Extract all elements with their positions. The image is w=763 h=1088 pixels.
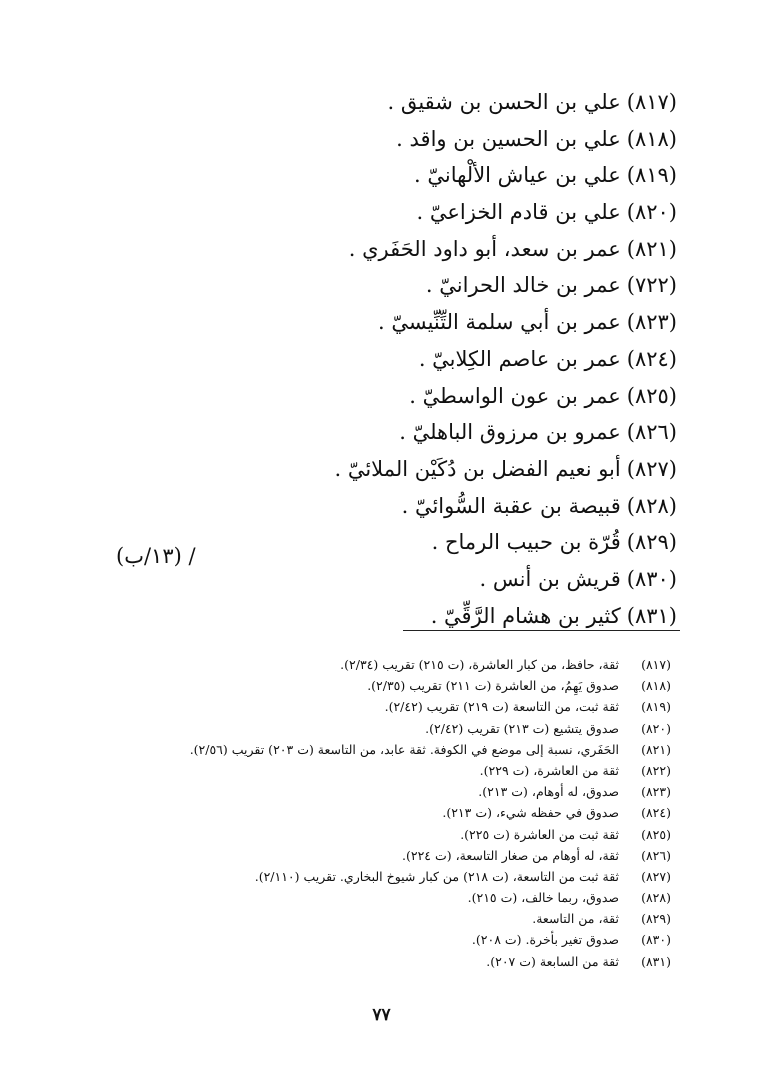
footnote-number: (٨٢٤) [641, 805, 671, 821]
entry-number: (٨٢١) [626, 236, 677, 261]
footnote-text: صدوق، ربما خالف، (ت ٢١٥). [467, 890, 619, 906]
narrator-entry [117, 524, 677, 561]
footnote-text: صدوق يتشيع (ت ٢١٣) تقريب (٢/٤٢). [425, 720, 619, 736]
footnote-number: (٨٢٨) [641, 890, 671, 906]
entry-name: عمر بن عاصم الكِلابيّ . [418, 346, 621, 371]
footnote-number: (٨١٧) [641, 657, 671, 672]
entry-name: عمر بن أبي سلمة التِّنِّيسيّ . [377, 310, 621, 335]
entry-name: عمر بن خالد الحرانيّ . [425, 273, 621, 298]
footnote-text: ثقة، حافظ، من كبار العاشرة، (ت ٢١٥) تقريب (٢/٣٤). [340, 657, 619, 672]
entry-name: قريش بن أنس . [479, 566, 621, 591]
entry-number: (٨٢٧) [626, 456, 677, 481]
narrator-entry [117, 488, 677, 525]
entry-name: علي بن الحسن بن شقيق . [387, 90, 621, 114]
footnote [21, 718, 671, 739]
footnote-number: (٨٢٠) [641, 720, 671, 736]
narrator-entry [117, 194, 677, 231]
entry-number: (٨٢٤) [626, 346, 677, 371]
footnote-text: ثقة ثبت، من التاسعة (ت ٢١٩) تقريب (٢/٤٢). [384, 699, 619, 715]
narrator-entry [117, 121, 677, 158]
footnote [21, 781, 671, 802]
footnote [21, 760, 671, 781]
narrator-entry [117, 267, 677, 304]
footnote-text: ثقة من السابعة (ت ٢٠٧). [486, 953, 619, 969]
entry-name: أبو نعيم الفضل بن دُكَيْن الملائيّ . [334, 456, 621, 481]
narrator-entry [117, 157, 677, 194]
footnote-number: (٨٣٠) [641, 932, 671, 948]
footnote [21, 802, 671, 823]
footnote-text: الحَفَري، نسبة إلى موضع في الكوفة. ثقة عابد، من التاسعة (ت ٢٠٣) تقريب (٢/٥٦). [189, 741, 619, 757]
footnote-number: (٨٢١) [641, 741, 671, 757]
entry-number: (٨٢٦) [626, 420, 677, 445]
entry-name: عمر بن سعد، أبو داود الحَفَري . [348, 236, 621, 261]
narrator-entry [117, 378, 677, 415]
entry-number: (٨٢٨) [626, 493, 677, 518]
narrator-entry [117, 231, 677, 268]
narrator-entry [117, 84, 677, 121]
entry-name: علي بن الحسين بن واقد . [396, 126, 621, 151]
footnote [21, 696, 671, 717]
entry-name: قبيصة بن عقبة السُّوائيّ . [401, 493, 621, 518]
footnote-number: (٨٢٥) [641, 826, 671, 842]
entry-name: علي بن قادم الخزاعيّ . [416, 200, 621, 225]
footnote-number: (٨٢٦) [641, 847, 671, 863]
narrator-list [117, 84, 677, 634]
footnote-text: ثقة ثبت من العاشرة (ت ٢٢٥). [460, 826, 619, 842]
entry-name: قُرّة بن حبيب الرماح . [431, 530, 621, 555]
footnote-text: صدوق، له أوهام، (ت ٢١٣). [478, 784, 619, 800]
footnote [21, 866, 671, 887]
footnote-text: ثقة، من التاسعة. [532, 911, 619, 927]
entry-number: (٨١٩) [626, 163, 677, 188]
entry-number: (٨٣١) [626, 603, 677, 628]
narrator-entry [117, 598, 677, 635]
footnote [21, 908, 671, 929]
entry-name: عمرو بن مرزوق الباهليّ . [399, 420, 621, 445]
manuscript-folio-marker: / (١٣/ب) [116, 544, 196, 568]
entry-number: (٨٢٩) [626, 530, 677, 555]
entry-number: (٨١٨) [626, 126, 677, 151]
footnotes-list [21, 654, 671, 972]
footnote-text: ثقة ثبت من التاسعة، (ت ٢١٨) من كبار شيوخ البخاري. تقريب (٢/١١٠). [254, 868, 619, 884]
footnote-number: (٨٢٩) [641, 911, 671, 927]
footnote [21, 951, 671, 972]
footnote-number: (٨٢٣) [641, 784, 671, 800]
footnote-number: (٨٢٧) [641, 868, 671, 884]
footnote [21, 739, 671, 760]
narrator-entry [117, 304, 677, 341]
footnote-text: ثقة، له أوهام من صغار التاسعة، (ت ٢٢٤). [402, 847, 619, 863]
narrator-entry [117, 561, 677, 598]
footnote-number: (٨١٩) [641, 699, 671, 715]
footnote-number: (٨٣١) [641, 953, 671, 969]
footnote [21, 654, 671, 675]
entry-name: كثير بن هشام الرَّقِّيّ . [430, 603, 621, 628]
footnote [21, 929, 671, 950]
footnote-text: صدوق تغير بأخرة. (ت ٢٠٨). [471, 932, 619, 948]
footnote-number: (٨١٨) [641, 678, 671, 694]
footnote-text: صدوق في حفظه شيء، (ت ٢١٣). [442, 805, 619, 821]
footnote [21, 675, 671, 696]
page-number: ٧٧ [372, 1005, 391, 1025]
narrator-entry [117, 341, 677, 378]
entry-name: عمر بن عون الواسطيّ . [409, 383, 621, 408]
footnote-separator [403, 630, 680, 631]
entry-name: علي بن عياش الألْهانيّ . [414, 163, 621, 188]
footnote-number: (٨٢٢) [641, 762, 671, 778]
footnote [21, 887, 671, 908]
narrator-entry [117, 451, 677, 488]
footnote [21, 845, 671, 866]
footnote-text: ثقة من العاشرة، (ت ٢٢٩). [479, 762, 619, 778]
entry-number: (٨٢٣) [626, 310, 677, 335]
entry-number: (٨١٧) [626, 90, 677, 114]
narrator-entry [117, 414, 677, 451]
footnote-text: صدوق يَهِمُ، من العاشرة (ت ٢١١) تقريب (٢/٣٥). [367, 678, 619, 694]
entry-number: (٨٢٥) [626, 383, 677, 408]
entry-number: (٨٣٠) [626, 566, 677, 591]
entry-number: (٨٢٠) [626, 200, 677, 225]
footnote [21, 824, 671, 845]
entry-number: (٧٢٢) [626, 273, 677, 298]
